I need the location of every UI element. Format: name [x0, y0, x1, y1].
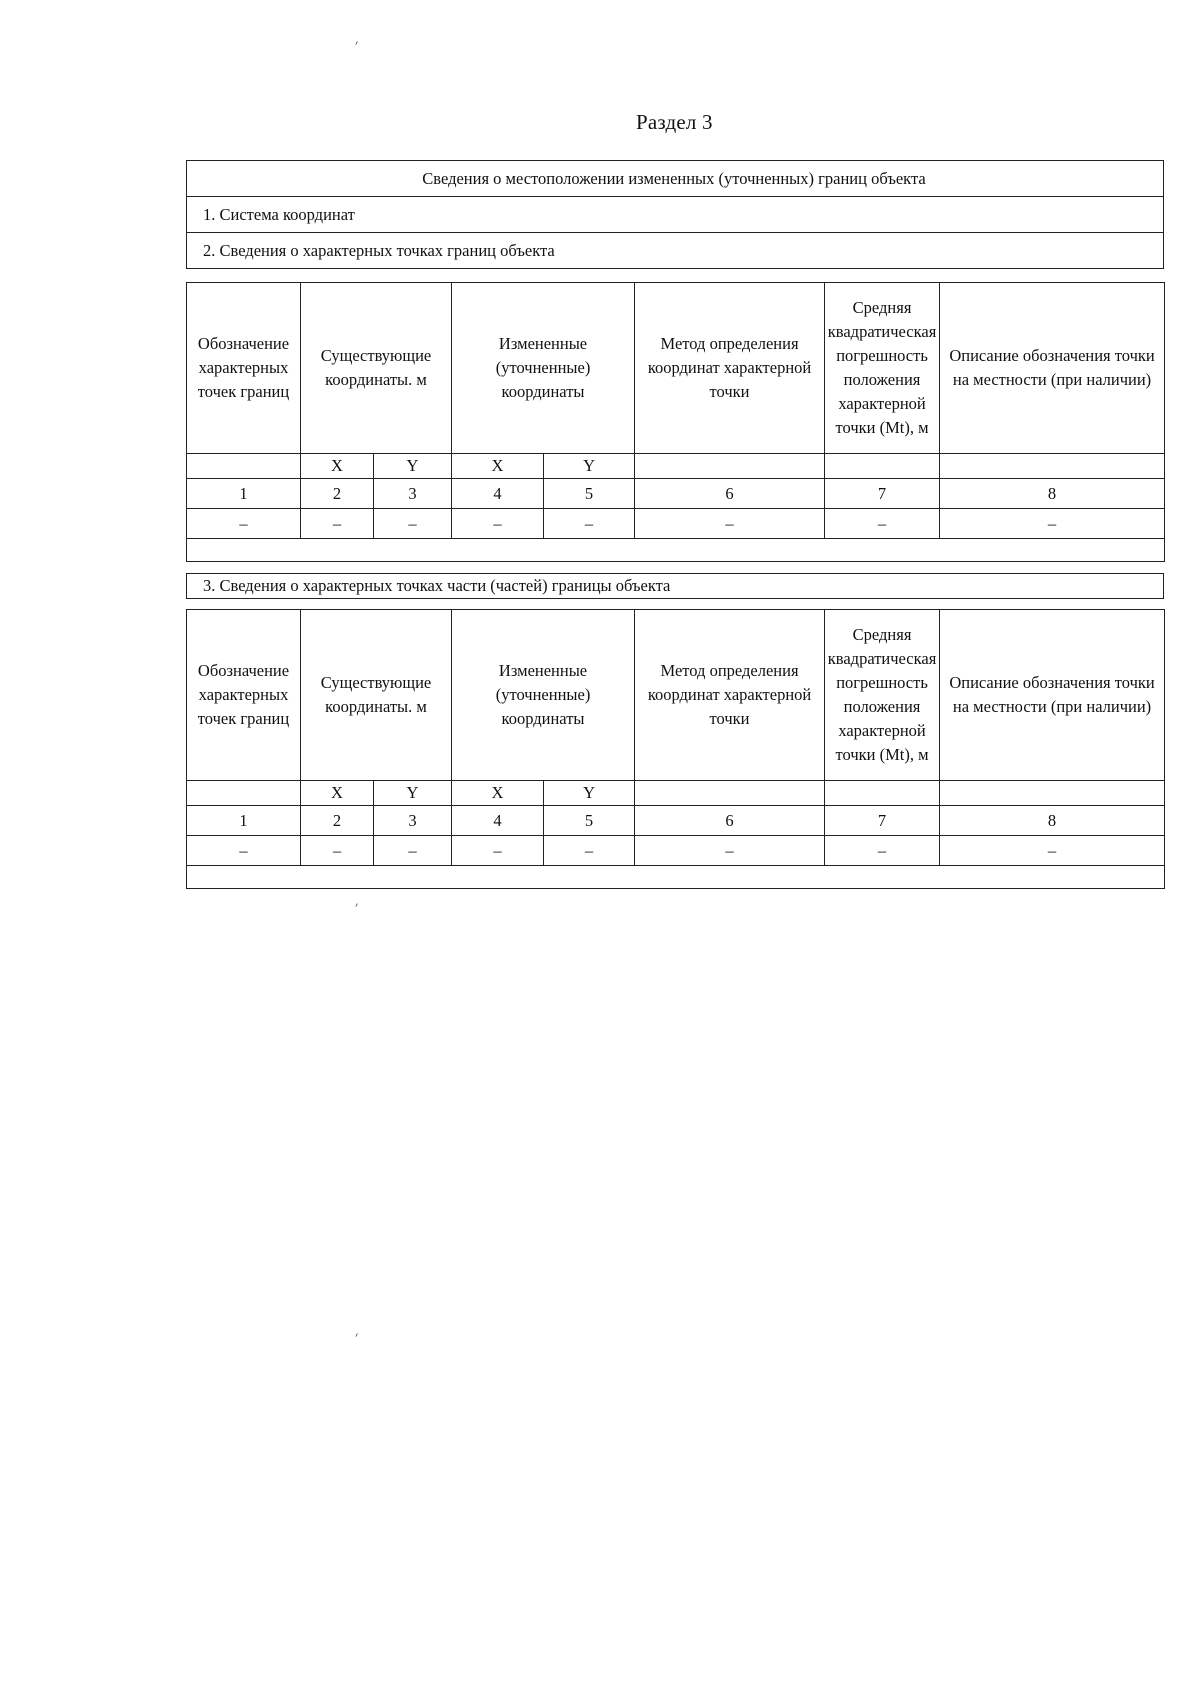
- dash-cell: –: [940, 509, 1165, 539]
- column-number-row: [187, 479, 1165, 509]
- blank-row: [187, 539, 1165, 562]
- dash-cell: –: [301, 509, 374, 539]
- blank-row: [187, 866, 1165, 889]
- col-description: Описание обозначения точки на местности (при наличии): [940, 283, 1165, 454]
- dash-cell: –: [544, 509, 635, 539]
- scan-speck: ׳: [355, 900, 359, 915]
- column-number: 3: [374, 479, 452, 509]
- dash-cell: –: [940, 836, 1165, 866]
- col-method: Метод определения координат характерной точки: [635, 610, 825, 781]
- dash-cell: –: [825, 836, 940, 866]
- dash-cell: –: [187, 836, 301, 866]
- xy-empty-8: [940, 454, 1165, 479]
- column-number: 2: [301, 806, 374, 836]
- boundary-points-row: [187, 233, 1164, 269]
- col-description: Описание обозначения точки на местности (при наличии): [940, 610, 1165, 781]
- column-number: 1: [187, 479, 301, 509]
- header-row: [187, 610, 1165, 781]
- col-point-designation: Обозначение характерных точек границ: [187, 610, 301, 781]
- col-point-designation: Обозначение характерных точек границ: [187, 283, 301, 454]
- part-points-label-table: [186, 573, 1164, 599]
- boundary-points-label: 2. Сведения о характерных точках границ объекта: [187, 233, 1164, 269]
- col-mean-square-error: Средняя квадратическая погрешность положения характерной точки (Mt), м: [825, 610, 940, 781]
- xy-row: [187, 781, 1165, 806]
- col-changed-coords: Измененные (уточненные) координаты: [452, 283, 635, 454]
- section-title: Раздел 3: [636, 110, 713, 134]
- column-number: 7: [825, 806, 940, 836]
- y-label: Y: [374, 781, 452, 806]
- xy-empty-7: [825, 454, 940, 479]
- column-number: 7: [825, 479, 940, 509]
- info-table: [186, 160, 1164, 269]
- dash-cell: –: [825, 509, 940, 539]
- dash-cell: –: [635, 836, 825, 866]
- info-heading: Сведения о местоположении измененных (уточненных) границ объекта: [187, 161, 1164, 197]
- xy-row: [187, 454, 1165, 479]
- column-number: 8: [940, 806, 1165, 836]
- dash-cell: –: [301, 836, 374, 866]
- info-heading-row: [187, 161, 1164, 197]
- xy-empty-7: [825, 781, 940, 806]
- column-number: 6: [635, 479, 825, 509]
- scan-speck: ׳: [355, 1330, 359, 1345]
- col-existing-coords: Существующие координаты. м: [301, 610, 452, 781]
- header-row: [187, 283, 1165, 454]
- xy-empty-1: [187, 781, 301, 806]
- dash-row: [187, 509, 1165, 539]
- dash-cell: –: [544, 836, 635, 866]
- part-points-row: [187, 574, 1164, 599]
- coord-system-label: 1. Система координат: [187, 197, 1164, 233]
- part-points-table: [186, 609, 1165, 889]
- column-number: 5: [544, 479, 635, 509]
- column-number: 5: [544, 806, 635, 836]
- coord-system-row: [187, 197, 1164, 233]
- y-label: Y: [544, 454, 635, 479]
- blank-cell: [187, 539, 1165, 562]
- xy-empty-1: [187, 454, 301, 479]
- col-existing-coords: Существующие координаты. м: [301, 283, 452, 454]
- xy-empty-6: [635, 781, 825, 806]
- column-number: 6: [635, 806, 825, 836]
- scan-speck: ׳: [355, 38, 359, 53]
- y-label: Y: [544, 781, 635, 806]
- dash-cell: –: [635, 509, 825, 539]
- col-method: Метод определения координат характерной точки: [635, 283, 825, 454]
- col-mean-square-error: Средняя квадратическая погрешность положения характерной точки (Mt), м: [825, 283, 940, 454]
- column-number: 8: [940, 479, 1165, 509]
- part-points-label: 3. Сведения о характерных точках части (частей) границы объекта: [187, 574, 1164, 599]
- column-number: 4: [452, 479, 544, 509]
- column-number: 1: [187, 806, 301, 836]
- y-label: Y: [374, 454, 452, 479]
- xy-empty-6: [635, 454, 825, 479]
- x-label: X: [452, 781, 544, 806]
- column-number: 3: [374, 806, 452, 836]
- dash-cell: –: [374, 509, 452, 539]
- x-label: X: [301, 781, 374, 806]
- dash-cell: –: [452, 509, 544, 539]
- dash-cell: –: [452, 836, 544, 866]
- xy-empty-8: [940, 781, 1165, 806]
- column-number-row: [187, 806, 1165, 836]
- blank-cell: [187, 866, 1165, 889]
- dash-row: [187, 836, 1165, 866]
- col-changed-coords: Измененные (уточненные) координаты: [452, 610, 635, 781]
- dash-cell: –: [187, 509, 301, 539]
- column-number: 4: [452, 806, 544, 836]
- x-label: X: [301, 454, 374, 479]
- x-label: X: [452, 454, 544, 479]
- dash-cell: –: [374, 836, 452, 866]
- boundary-points-table: [186, 282, 1165, 562]
- column-number: 2: [301, 479, 374, 509]
